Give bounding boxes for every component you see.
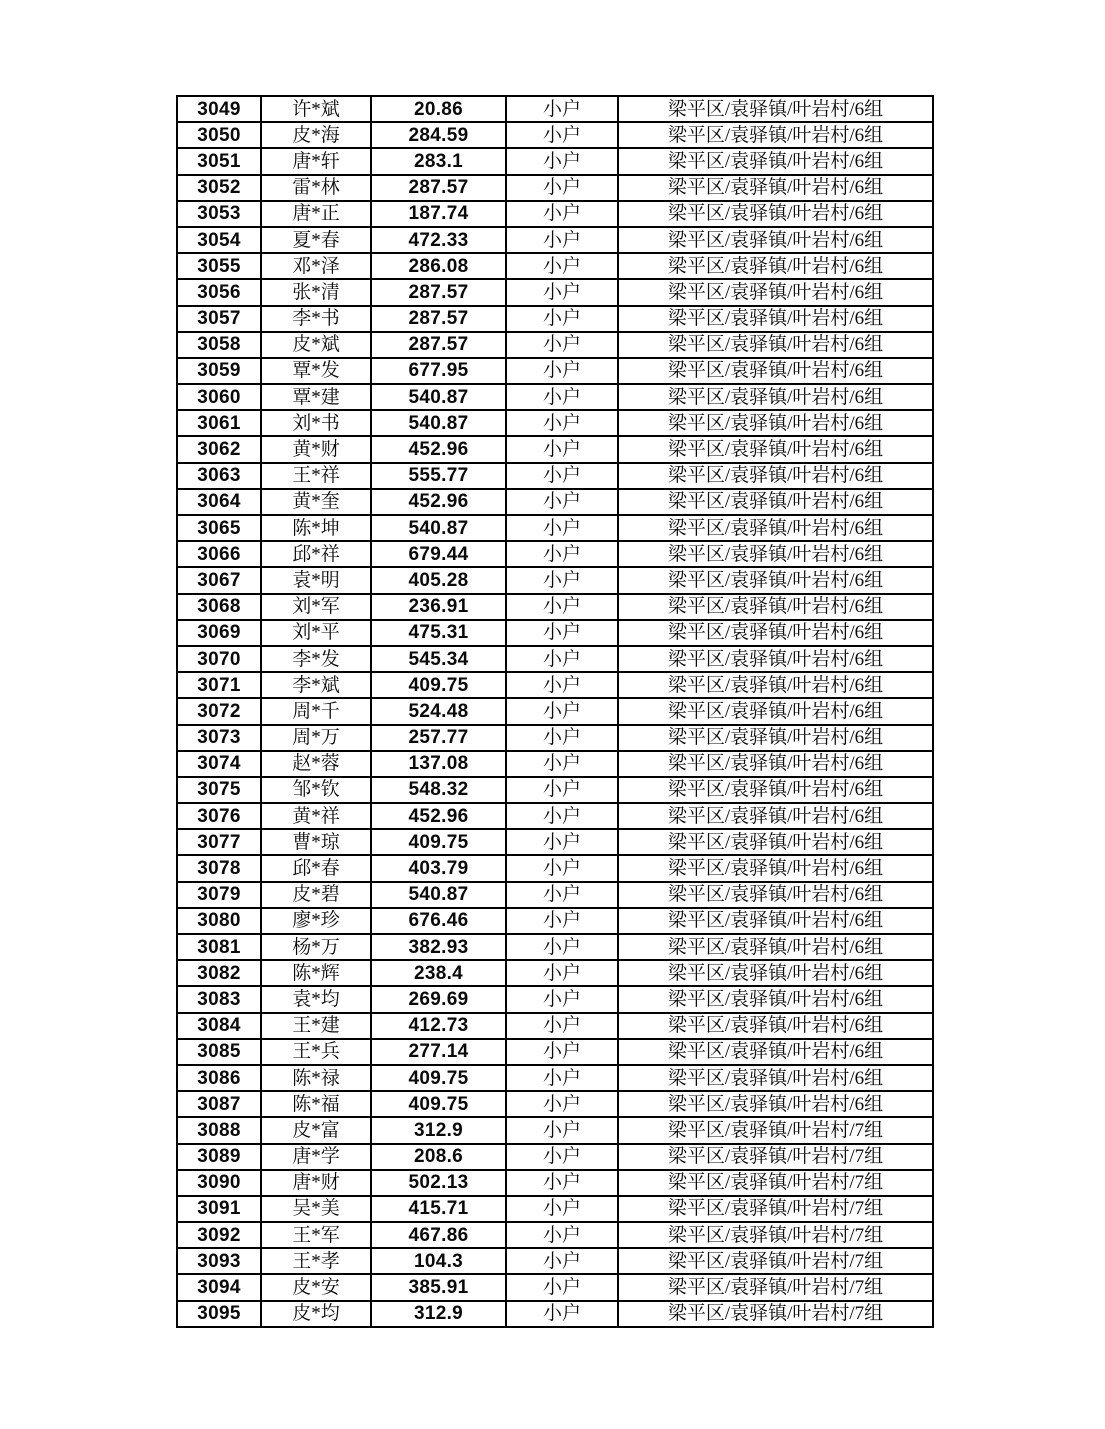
cell-value: 312.9 bbox=[371, 1301, 506, 1327]
cell-id: 3094 bbox=[177, 1274, 261, 1300]
cell-location: 梁平区/袁驿镇/叶岩村/6组 bbox=[618, 541, 933, 567]
cell-type: 小户 bbox=[506, 1091, 618, 1117]
cell-name: 邹*钦 bbox=[261, 777, 371, 803]
cell-name: 赵*蓉 bbox=[261, 751, 371, 777]
cell-name: 袁*均 bbox=[261, 986, 371, 1012]
cell-value: 555.77 bbox=[371, 463, 506, 489]
table-row bbox=[177, 646, 933, 672]
cell-location: 梁平区/袁驿镇/叶岩村/6组 bbox=[618, 1013, 933, 1039]
cell-location: 梁平区/袁驿镇/叶岩村/7组 bbox=[618, 1196, 933, 1222]
cell-id: 3087 bbox=[177, 1091, 261, 1117]
cell-value: 452.96 bbox=[371, 436, 506, 462]
cell-name: 王*建 bbox=[261, 1013, 371, 1039]
table-row bbox=[177, 1301, 933, 1327]
cell-id: 3056 bbox=[177, 279, 261, 305]
table-row bbox=[177, 1039, 933, 1065]
cell-value: 382.93 bbox=[371, 934, 506, 960]
cell-location: 梁平区/袁驿镇/叶岩村/6组 bbox=[618, 672, 933, 698]
cell-id: 3074 bbox=[177, 751, 261, 777]
cell-type: 小户 bbox=[506, 332, 618, 358]
cell-name: 夏*春 bbox=[261, 227, 371, 253]
cell-location: 梁平区/袁驿镇/叶岩村/6组 bbox=[618, 148, 933, 174]
cell-location: 梁平区/袁驿镇/叶岩村/6组 bbox=[618, 122, 933, 148]
cell-name: 周*千 bbox=[261, 698, 371, 724]
cell-value: 540.87 bbox=[371, 384, 506, 410]
cell-id: 3086 bbox=[177, 1065, 261, 1091]
cell-id: 3083 bbox=[177, 986, 261, 1012]
cell-id: 3062 bbox=[177, 436, 261, 462]
cell-value: 540.87 bbox=[371, 410, 506, 436]
cell-value: 137.08 bbox=[371, 751, 506, 777]
table-row bbox=[177, 1117, 933, 1143]
table-row bbox=[177, 960, 933, 986]
cell-value: 409.75 bbox=[371, 672, 506, 698]
table-row bbox=[177, 698, 933, 724]
cell-name: 李*书 bbox=[261, 306, 371, 332]
cell-type: 小户 bbox=[506, 1301, 618, 1327]
cell-name: 黄*奎 bbox=[261, 489, 371, 515]
cell-id: 3052 bbox=[177, 175, 261, 201]
cell-type: 小户 bbox=[506, 515, 618, 541]
cell-type: 小户 bbox=[506, 489, 618, 515]
cell-type: 小户 bbox=[506, 253, 618, 279]
table-row bbox=[177, 829, 933, 855]
cell-type: 小户 bbox=[506, 201, 618, 227]
table-row bbox=[177, 541, 933, 567]
table-row bbox=[177, 908, 933, 934]
cell-location: 梁平区/袁驿镇/叶岩村/6组 bbox=[618, 279, 933, 305]
table-row bbox=[177, 227, 933, 253]
cell-id: 3088 bbox=[177, 1117, 261, 1143]
cell-value: 385.91 bbox=[371, 1274, 506, 1300]
cell-location: 梁平区/袁驿镇/叶岩村/7组 bbox=[618, 1170, 933, 1196]
cell-name: 皮*富 bbox=[261, 1117, 371, 1143]
table-row bbox=[177, 620, 933, 646]
cell-type: 小户 bbox=[506, 1196, 618, 1222]
cell-value: 545.34 bbox=[371, 646, 506, 672]
cell-value: 452.96 bbox=[371, 489, 506, 515]
table-row bbox=[177, 1065, 933, 1091]
table-row bbox=[177, 358, 933, 384]
table-row bbox=[177, 279, 933, 305]
cell-name: 陈*禄 bbox=[261, 1065, 371, 1091]
cell-name: 邓*泽 bbox=[261, 253, 371, 279]
cell-value: 548.32 bbox=[371, 777, 506, 803]
cell-location: 梁平区/袁驿镇/叶岩村/6组 bbox=[618, 882, 933, 908]
cell-type: 小户 bbox=[506, 986, 618, 1012]
cell-name: 邱*春 bbox=[261, 855, 371, 881]
cell-id: 3057 bbox=[177, 306, 261, 332]
cell-name: 陈*福 bbox=[261, 1091, 371, 1117]
cell-id: 3085 bbox=[177, 1039, 261, 1065]
cell-name: 黄*财 bbox=[261, 436, 371, 462]
cell-name: 杨*万 bbox=[261, 934, 371, 960]
table-row bbox=[177, 803, 933, 829]
cell-location: 梁平区/袁驿镇/叶岩村/6组 bbox=[618, 908, 933, 934]
cell-value: 104.3 bbox=[371, 1248, 506, 1274]
cell-type: 小户 bbox=[506, 672, 618, 698]
cell-name: 黄*祥 bbox=[261, 803, 371, 829]
cell-id: 3093 bbox=[177, 1248, 261, 1274]
cell-value: 287.57 bbox=[371, 332, 506, 358]
cell-id: 3063 bbox=[177, 463, 261, 489]
cell-value: 277.14 bbox=[371, 1039, 506, 1065]
cell-id: 3051 bbox=[177, 148, 261, 174]
cell-id: 3068 bbox=[177, 594, 261, 620]
cell-name: 邱*祥 bbox=[261, 541, 371, 567]
cell-id: 3070 bbox=[177, 646, 261, 672]
cell-location: 梁平区/袁驿镇/叶岩村/6组 bbox=[618, 1091, 933, 1117]
cell-value: 284.59 bbox=[371, 122, 506, 148]
cell-location: 梁平区/袁驿镇/叶岩村/6组 bbox=[618, 855, 933, 881]
cell-id: 3084 bbox=[177, 1013, 261, 1039]
cell-name: 雷*林 bbox=[261, 175, 371, 201]
cell-id: 3095 bbox=[177, 1301, 261, 1327]
cell-location: 梁平区/袁驿镇/叶岩村/6组 bbox=[618, 1065, 933, 1091]
table-row bbox=[177, 1144, 933, 1170]
table-row bbox=[177, 253, 933, 279]
cell-value: 238.4 bbox=[371, 960, 506, 986]
cell-name: 刘*军 bbox=[261, 594, 371, 620]
table-row bbox=[177, 122, 933, 148]
cell-name: 刘*平 bbox=[261, 620, 371, 646]
cell-value: 540.87 bbox=[371, 515, 506, 541]
table-row bbox=[177, 384, 933, 410]
cell-name: 李*斌 bbox=[261, 672, 371, 698]
cell-location: 梁平区/袁驿镇/叶岩村/6组 bbox=[618, 489, 933, 515]
table-row bbox=[177, 882, 933, 908]
cell-value: 677.95 bbox=[371, 358, 506, 384]
cell-value: 409.75 bbox=[371, 829, 506, 855]
cell-location: 梁平区/袁驿镇/叶岩村/6组 bbox=[618, 253, 933, 279]
cell-type: 小户 bbox=[506, 410, 618, 436]
cell-name: 唐*财 bbox=[261, 1170, 371, 1196]
cell-type: 小户 bbox=[506, 960, 618, 986]
table-row bbox=[177, 410, 933, 436]
cell-type: 小户 bbox=[506, 934, 618, 960]
table-row bbox=[177, 672, 933, 698]
table-row bbox=[177, 201, 933, 227]
cell-value: 287.57 bbox=[371, 306, 506, 332]
cell-type: 小户 bbox=[506, 306, 618, 332]
cell-type: 小户 bbox=[506, 279, 618, 305]
cell-value: 502.13 bbox=[371, 1170, 506, 1196]
cell-type: 小户 bbox=[506, 1248, 618, 1274]
cell-value: 540.87 bbox=[371, 882, 506, 908]
cell-name: 皮*安 bbox=[261, 1274, 371, 1300]
cell-name: 周*万 bbox=[261, 725, 371, 751]
cell-id: 3054 bbox=[177, 227, 261, 253]
cell-type: 小户 bbox=[506, 358, 618, 384]
cell-location: 梁平区/袁驿镇/叶岩村/6组 bbox=[618, 1039, 933, 1065]
cell-value: 467.86 bbox=[371, 1222, 506, 1248]
table-row bbox=[177, 332, 933, 358]
cell-name: 曹*琼 bbox=[261, 829, 371, 855]
cell-name: 唐*轩 bbox=[261, 148, 371, 174]
cell-id: 3064 bbox=[177, 489, 261, 515]
table-row bbox=[177, 934, 933, 960]
cell-name: 张*清 bbox=[261, 279, 371, 305]
cell-name: 王*军 bbox=[261, 1222, 371, 1248]
cell-id: 3092 bbox=[177, 1222, 261, 1248]
cell-name: 皮*海 bbox=[261, 122, 371, 148]
table-row bbox=[177, 567, 933, 593]
cell-name: 覃*发 bbox=[261, 358, 371, 384]
cell-id: 3079 bbox=[177, 882, 261, 908]
cell-location: 梁平区/袁驿镇/叶岩村/6组 bbox=[618, 777, 933, 803]
table-row bbox=[177, 175, 933, 201]
table-row bbox=[177, 515, 933, 541]
cell-location: 梁平区/袁驿镇/叶岩村/6组 bbox=[618, 960, 933, 986]
cell-value: 475.31 bbox=[371, 620, 506, 646]
cell-id: 3049 bbox=[177, 96, 261, 122]
table-row bbox=[177, 463, 933, 489]
cell-location: 梁平区/袁驿镇/叶岩村/6组 bbox=[618, 751, 933, 777]
cell-value: 409.75 bbox=[371, 1091, 506, 1117]
table-row bbox=[177, 1013, 933, 1039]
cell-type: 小户 bbox=[506, 908, 618, 934]
cell-id: 3060 bbox=[177, 384, 261, 410]
table-row bbox=[177, 148, 933, 174]
cell-id: 3050 bbox=[177, 122, 261, 148]
cell-location: 梁平区/袁驿镇/叶岩村/6组 bbox=[618, 515, 933, 541]
cell-location: 梁平区/袁驿镇/叶岩村/6组 bbox=[618, 646, 933, 672]
cell-value: 236.91 bbox=[371, 594, 506, 620]
cell-id: 3077 bbox=[177, 829, 261, 855]
cell-name: 王*兵 bbox=[261, 1039, 371, 1065]
cell-value: 409.75 bbox=[371, 1065, 506, 1091]
cell-id: 3067 bbox=[177, 567, 261, 593]
cell-type: 小户 bbox=[506, 698, 618, 724]
cell-name: 刘*书 bbox=[261, 410, 371, 436]
cell-location: 梁平区/袁驿镇/叶岩村/6组 bbox=[618, 463, 933, 489]
table-row bbox=[177, 1170, 933, 1196]
cell-location: 梁平区/袁驿镇/叶岩村/6组 bbox=[618, 594, 933, 620]
cell-location: 梁平区/袁驿镇/叶岩村/7组 bbox=[618, 1222, 933, 1248]
cell-name: 唐*学 bbox=[261, 1144, 371, 1170]
cell-location: 梁平区/袁驿镇/叶岩村/6组 bbox=[618, 725, 933, 751]
cell-value: 679.44 bbox=[371, 541, 506, 567]
cell-type: 小户 bbox=[506, 1222, 618, 1248]
data-table bbox=[176, 95, 934, 1328]
cell-type: 小户 bbox=[506, 620, 618, 646]
cell-type: 小户 bbox=[506, 646, 618, 672]
cell-type: 小户 bbox=[506, 384, 618, 410]
cell-value: 283.1 bbox=[371, 148, 506, 174]
cell-name: 廖*珍 bbox=[261, 908, 371, 934]
cell-id: 3072 bbox=[177, 698, 261, 724]
cell-value: 472.33 bbox=[371, 227, 506, 253]
cell-value: 257.77 bbox=[371, 725, 506, 751]
cell-type: 小户 bbox=[506, 1065, 618, 1091]
cell-value: 187.74 bbox=[371, 201, 506, 227]
table-row bbox=[177, 751, 933, 777]
table-row bbox=[177, 855, 933, 881]
cell-name: 皮*均 bbox=[261, 1301, 371, 1327]
cell-type: 小户 bbox=[506, 567, 618, 593]
table-row bbox=[177, 96, 933, 122]
cell-id: 3055 bbox=[177, 253, 261, 279]
cell-location: 梁平区/袁驿镇/叶岩村/6组 bbox=[618, 332, 933, 358]
cell-name: 陈*坤 bbox=[261, 515, 371, 541]
cell-id: 3089 bbox=[177, 1144, 261, 1170]
cell-type: 小户 bbox=[506, 803, 618, 829]
cell-id: 3090 bbox=[177, 1170, 261, 1196]
cell-name: 李*发 bbox=[261, 646, 371, 672]
cell-type: 小户 bbox=[506, 751, 618, 777]
cell-location: 梁平区/袁驿镇/叶岩村/6组 bbox=[618, 698, 933, 724]
cell-id: 3069 bbox=[177, 620, 261, 646]
cell-location: 梁平区/袁驿镇/叶岩村/6组 bbox=[618, 358, 933, 384]
cell-type: 小户 bbox=[506, 1013, 618, 1039]
cell-location: 梁平区/袁驿镇/叶岩村/6组 bbox=[618, 567, 933, 593]
table-body bbox=[177, 96, 933, 1327]
table-row bbox=[177, 986, 933, 1012]
cell-value: 269.69 bbox=[371, 986, 506, 1012]
cell-location: 梁平区/袁驿镇/叶岩村/6组 bbox=[618, 986, 933, 1012]
cell-type: 小户 bbox=[506, 463, 618, 489]
cell-location: 梁平区/袁驿镇/叶岩村/6组 bbox=[618, 829, 933, 855]
cell-location: 梁平区/袁驿镇/叶岩村/6组 bbox=[618, 306, 933, 332]
cell-name: 皮*碧 bbox=[261, 882, 371, 908]
cell-type: 小户 bbox=[506, 227, 618, 253]
cell-value: 405.28 bbox=[371, 567, 506, 593]
cell-location: 梁平区/袁驿镇/叶岩村/7组 bbox=[618, 1301, 933, 1327]
cell-type: 小户 bbox=[506, 882, 618, 908]
cell-id: 3080 bbox=[177, 908, 261, 934]
cell-id: 3053 bbox=[177, 201, 261, 227]
cell-type: 小户 bbox=[506, 1117, 618, 1143]
cell-type: 小户 bbox=[506, 1144, 618, 1170]
cell-location: 梁平区/袁驿镇/叶岩村/7组 bbox=[618, 1274, 933, 1300]
cell-location: 梁平区/袁驿镇/叶岩村/6组 bbox=[618, 201, 933, 227]
cell-id: 3073 bbox=[177, 725, 261, 751]
cell-location: 梁平区/袁驿镇/叶岩村/6组 bbox=[618, 934, 933, 960]
cell-location: 梁平区/袁驿镇/叶岩村/7组 bbox=[618, 1144, 933, 1170]
cell-type: 小户 bbox=[506, 594, 618, 620]
cell-type: 小户 bbox=[506, 436, 618, 462]
table-row bbox=[177, 594, 933, 620]
table-row bbox=[177, 725, 933, 751]
cell-id: 3071 bbox=[177, 672, 261, 698]
cell-type: 小户 bbox=[506, 175, 618, 201]
cell-type: 小户 bbox=[506, 1274, 618, 1300]
cell-id: 3081 bbox=[177, 934, 261, 960]
cell-name: 吴*美 bbox=[261, 1196, 371, 1222]
cell-name: 覃*建 bbox=[261, 384, 371, 410]
table-row bbox=[177, 1091, 933, 1117]
cell-id: 3058 bbox=[177, 332, 261, 358]
table-row bbox=[177, 489, 933, 515]
cell-id: 3075 bbox=[177, 777, 261, 803]
cell-location: 梁平区/袁驿镇/叶岩村/6组 bbox=[618, 384, 933, 410]
cell-id: 3082 bbox=[177, 960, 261, 986]
cell-location: 梁平区/袁驿镇/叶岩村/6组 bbox=[618, 410, 933, 436]
cell-type: 小户 bbox=[506, 1039, 618, 1065]
table-row bbox=[177, 1274, 933, 1300]
table-row bbox=[177, 777, 933, 803]
cell-value: 287.57 bbox=[371, 279, 506, 305]
cell-id: 3076 bbox=[177, 803, 261, 829]
cell-id: 3078 bbox=[177, 855, 261, 881]
cell-name: 王*孝 bbox=[261, 1248, 371, 1274]
cell-location: 梁平区/袁驿镇/叶岩村/6组 bbox=[618, 436, 933, 462]
cell-value: 20.86 bbox=[371, 96, 506, 122]
cell-name: 袁*明 bbox=[261, 567, 371, 593]
cell-value: 676.46 bbox=[371, 908, 506, 934]
cell-location: 梁平区/袁驿镇/叶岩村/6组 bbox=[618, 227, 933, 253]
cell-name: 陈*辉 bbox=[261, 960, 371, 986]
cell-name: 皮*斌 bbox=[261, 332, 371, 358]
cell-location: 梁平区/袁驿镇/叶岩村/6组 bbox=[618, 175, 933, 201]
cell-type: 小户 bbox=[506, 148, 618, 174]
cell-type: 小户 bbox=[506, 777, 618, 803]
cell-id: 3066 bbox=[177, 541, 261, 567]
cell-value: 287.57 bbox=[371, 175, 506, 201]
cell-name: 许*斌 bbox=[261, 96, 371, 122]
cell-type: 小户 bbox=[506, 1170, 618, 1196]
cell-value: 312.9 bbox=[371, 1117, 506, 1143]
cell-name: 王*祥 bbox=[261, 463, 371, 489]
table-row bbox=[177, 1196, 933, 1222]
table-row bbox=[177, 1248, 933, 1274]
cell-id: 3061 bbox=[177, 410, 261, 436]
cell-location: 梁平区/袁驿镇/叶岩村/6组 bbox=[618, 96, 933, 122]
cell-value: 524.48 bbox=[371, 698, 506, 724]
cell-id: 3059 bbox=[177, 358, 261, 384]
cell-value: 286.08 bbox=[371, 253, 506, 279]
cell-value: 208.6 bbox=[371, 1144, 506, 1170]
cell-location: 梁平区/袁驿镇/叶岩村/7组 bbox=[618, 1248, 933, 1274]
cell-value: 452.96 bbox=[371, 803, 506, 829]
cell-id: 3091 bbox=[177, 1196, 261, 1222]
cell-value: 403.79 bbox=[371, 855, 506, 881]
table-row bbox=[177, 436, 933, 462]
cell-type: 小户 bbox=[506, 96, 618, 122]
cell-location: 梁平区/袁驿镇/叶岩村/6组 bbox=[618, 620, 933, 646]
cell-type: 小户 bbox=[506, 541, 618, 567]
cell-value: 415.71 bbox=[371, 1196, 506, 1222]
cell-location: 梁平区/袁驿镇/叶岩村/7组 bbox=[618, 1117, 933, 1143]
cell-type: 小户 bbox=[506, 122, 618, 148]
cell-location: 梁平区/袁驿镇/叶岩村/6组 bbox=[618, 803, 933, 829]
cell-name: 唐*正 bbox=[261, 201, 371, 227]
cell-type: 小户 bbox=[506, 829, 618, 855]
table-row bbox=[177, 1222, 933, 1248]
table-row bbox=[177, 306, 933, 332]
cell-type: 小户 bbox=[506, 855, 618, 881]
cell-value: 412.73 bbox=[371, 1013, 506, 1039]
cell-type: 小户 bbox=[506, 725, 618, 751]
cell-id: 3065 bbox=[177, 515, 261, 541]
